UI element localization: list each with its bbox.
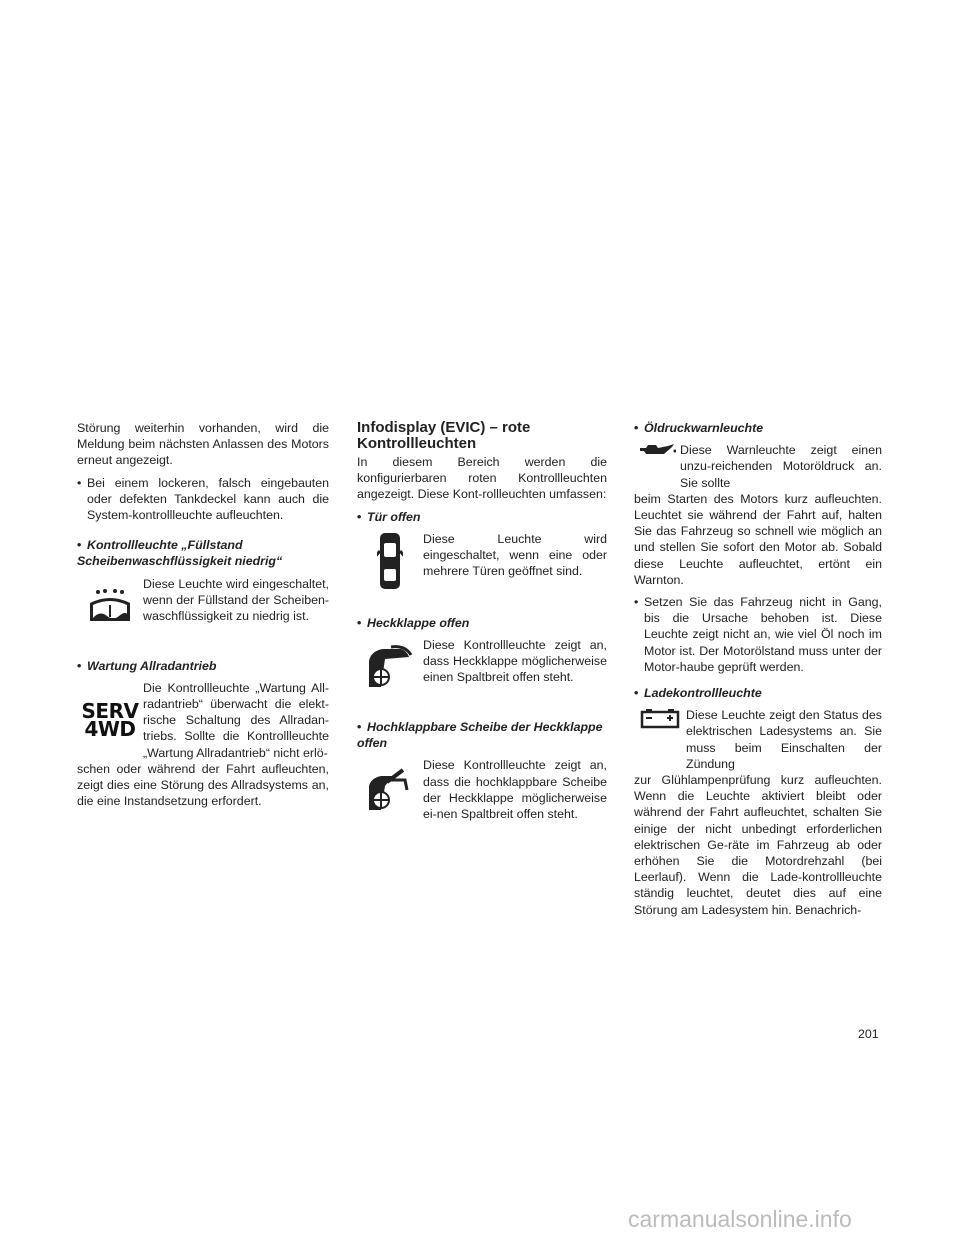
oil-text-continued: beim Starten des Motors kurz aufleuchten. Leuchtet sie während der Fahrt auf, halten Sie das Fahrzeug so schnell wie möglich an und stellen Sie sofort den Motor ab. Sobald diese Leuchte aufleuchtet, ertönt ein Warnton. xyxy=(634,491,882,587)
charge-text-continued: zur Glühlampenprüfung kurz aufleuchten. Wenn die Leuchte aktiviert bleibt oder während der Fahrt aufleuchtet, schalten Sie einige der nicht unbedingt erforderlichen elektrischen Ge-räte im Fahrzeug ab oder erhöhen Sie die Motordrehzahl (bei Leerlauf). Wenn die Lade-kontrollleuchte ständig leuchtet, deutet dies auf eine Störung am Ladesystem hin. Benachrich- xyxy=(634,773,882,917)
bullet-dot: • xyxy=(77,658,82,673)
washer-heading-line1: Kontrollleuchte „Füllstand xyxy=(87,538,243,553)
washer-item xyxy=(77,576,329,636)
flipper-heading xyxy=(357,719,607,751)
liftgate-heading-text: Heckklappe offen xyxy=(367,615,470,630)
flipper-text: Diese Kontrollleuchte zeigt an, dass die hochklappbare Scheibe der Heckklappe möglicherweise ei-nen Spaltbreit offen steht. xyxy=(423,758,607,822)
charge-item xyxy=(634,707,882,772)
section-intro: In diesem Bereich werden die konfigurierbaren roten Kontrollleuchten angezeigt. Diese Kont-rollleuchten umfassen: xyxy=(357,455,607,502)
serv-label: SERV xyxy=(81,698,139,723)
bullet-dot: • xyxy=(77,538,82,553)
oil-pressure-icon xyxy=(634,442,680,474)
section-title-line2: Kontrollleuchten xyxy=(357,435,477,452)
bullet-dot: • xyxy=(357,615,362,630)
washer-text: Diese Leuchte wird eingeschaltet, wenn der Füllstand der Scheiben-waschflüssigkeit zu niedrig ist. xyxy=(143,576,329,624)
door-item xyxy=(357,531,607,603)
flipper-heading-line2: offen xyxy=(357,736,388,751)
door-open-icon xyxy=(357,531,423,603)
watermark: carmanualsonline.info xyxy=(628,1206,852,1232)
flipper-heading-line1: Hochklappbare Scheibe der Heckklappe xyxy=(367,720,603,735)
washer-heading-line2: Scheibenwaschflüssigkeit niedrig“ xyxy=(77,554,283,569)
oil-item xyxy=(634,442,882,491)
awd-text-continued: schen oder während der Fahrt aufleuchten, zeigt dies eine Störung des Allradsystems an, die eine Instandsetzung erfordert. xyxy=(77,761,329,809)
intro-paragraph: Störung weiterhin vorhanden, wird die Meldung beim nächsten Anlassen des Motors erneut angezeigt. xyxy=(77,421,329,468)
liftgate-heading xyxy=(357,615,607,631)
flipper-item xyxy=(357,757,607,823)
bullet-text: Bei einem lockeren, falsch eingebauten oder defekten Tankdeckel kann auch die System-kontrollleuchte aufleuchten. xyxy=(87,475,329,523)
bullet-item xyxy=(77,475,329,524)
charge-text: Diese Leuchte zeigt den Status des elektrischen Ladesystems an. Sie muss beim Einschalten der Zündung xyxy=(686,708,882,771)
charge-heading xyxy=(634,685,882,701)
oil-heading xyxy=(634,420,882,436)
washer-heading xyxy=(77,537,329,569)
liftgate-text: Diese Kontrollleuchte zeigt an, dass Heckklappe möglicherweise einen Spaltbreit offen steht. xyxy=(423,638,607,685)
oil-bullet xyxy=(634,594,882,675)
bullet-dot: • xyxy=(77,475,82,490)
awd-heading-text: Wartung Allradantrieb xyxy=(87,658,217,673)
serv-4wd-icon xyxy=(77,680,143,760)
door-heading xyxy=(357,509,607,525)
awd-heading xyxy=(77,658,329,674)
4wd-label: 4WD xyxy=(84,716,136,741)
charge-heading-text: Ladekontrollleuchte xyxy=(644,686,762,701)
column-left xyxy=(77,420,329,815)
door-heading-text: Tür offen xyxy=(367,509,421,524)
washer-fluid-icon xyxy=(77,576,143,636)
bullet-dot: • xyxy=(357,720,362,735)
column-middle xyxy=(357,420,607,827)
awd-item xyxy=(77,680,329,761)
bullet-dot: • xyxy=(357,509,362,524)
column-right xyxy=(634,420,882,924)
page-number: 201 xyxy=(858,1027,879,1041)
bullet-dot: • xyxy=(634,595,639,610)
oil-heading-text: Öldruckwarnleuchte xyxy=(644,421,764,435)
bullet-dot: • xyxy=(634,421,639,435)
oil-bullet-text: Setzen Sie das Fahrzeug nicht in Gang, bis die Ursache behoben ist. Diese Leuchte zeigt nicht an, wie viel Öl noch im Motor ist. Der Motorölstand muss unter der Motor-haube geprüft werden. xyxy=(644,595,882,674)
bullet-dot: • xyxy=(634,686,639,701)
flip-glass-open-icon xyxy=(357,757,423,823)
battery-icon xyxy=(634,707,686,755)
oil-text: Diese Warnleuchte zeigt einen unzu-reichenden Motoröldruck an. Sie sollte xyxy=(680,443,882,490)
liftgate-open-icon xyxy=(357,637,423,697)
section-title xyxy=(357,420,607,452)
awd-text: Die Kontrollleuchte „Wartung All-radantrieb“ überwacht die elekt-rische Schaltung des Allradan-triebs. Sollte die Kontrollleuchte „Wartung Allradantrieb“ nicht erlö- xyxy=(143,680,329,760)
liftgate-item xyxy=(357,637,607,703)
door-text: Diese Leuchte wird eingeschaltet, wenn eine oder mehrere Türen geöffnet sind. xyxy=(423,531,607,579)
section-title-line1: Infodisplay (EVIC) – rote xyxy=(357,419,531,436)
